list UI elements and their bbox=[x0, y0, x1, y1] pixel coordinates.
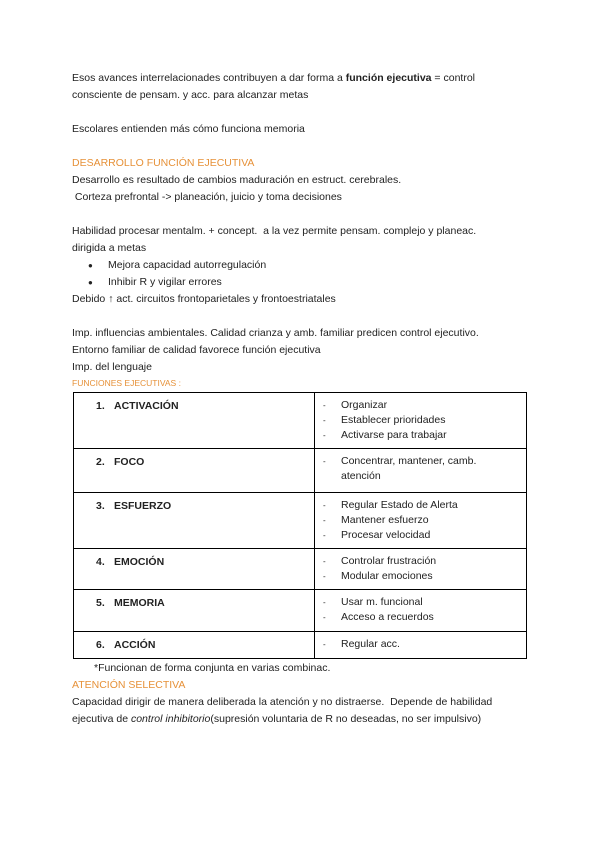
list-item: - Usar m. funcional bbox=[323, 595, 518, 610]
section-heading-desarrollo: DESARROLLO FUNCIÓN EJECUTIVA bbox=[72, 157, 255, 169]
document-page bbox=[72, 70, 532, 728]
list-item: - Establecer prioridades bbox=[323, 413, 518, 428]
intro-line-3: Escolares entienden más cómo funciona memoria bbox=[72, 123, 305, 135]
desarrollo-line-1: Desarrollo es resultado de cambios maduración en estruct. cerebrales. bbox=[72, 174, 402, 186]
function-name-cell: 4. EMOCIÓN bbox=[74, 549, 315, 590]
bold-term: función ejecutiva bbox=[345, 72, 432, 84]
section-heading-funciones: FUNCIONES EJECUTIVAS : bbox=[72, 378, 181, 388]
bullet-list bbox=[72, 257, 532, 291]
function-name-cell: 6. ACCIÓN bbox=[74, 632, 315, 659]
table-note: *Funcionan de forma conjunta en varias combinac. bbox=[94, 662, 331, 674]
list-item: - Procesar velocidad bbox=[323, 528, 518, 543]
table-row bbox=[74, 449, 527, 493]
table-row bbox=[74, 549, 527, 590]
function-items-cell bbox=[315, 393, 527, 449]
list-item: - Activarse para trabajar bbox=[323, 428, 518, 443]
desarrollo-line-5: Debido ↑ act. circuitos frontoparietales y frontoestriatales bbox=[72, 293, 336, 305]
list-item: ● Mejora capacidad autorregulación bbox=[88, 257, 532, 274]
list-item: ● Inhibir R y vigilar errores bbox=[88, 274, 532, 291]
intro-line-2: consciente de pensam. y acc. para alcanzar metas bbox=[72, 89, 309, 101]
desarrollo-line-2: Corteza prefrontal -> planeación, juicio y toma decisiones bbox=[72, 191, 342, 203]
desarrollo-line-3: Habilidad procesar mentalm. + concept. a la vez permite pensam. complejo y planeac. bbox=[72, 225, 477, 237]
funciones-table bbox=[73, 392, 527, 659]
table-row bbox=[74, 590, 527, 632]
list-item: - Controlar frustración bbox=[323, 554, 518, 569]
list-item: - Modular emociones bbox=[323, 569, 518, 584]
list-item: - Acceso a recuerdos bbox=[323, 610, 518, 625]
table-row bbox=[74, 393, 527, 449]
list-item: - Concentrar, mantener, camb. atención bbox=[323, 454, 518, 484]
table-row bbox=[74, 632, 527, 659]
function-name-cell: 3. ESFUERZO bbox=[74, 493, 315, 549]
atencion-line-1: Capacidad dirigir de manera deliberada la atención y no distraerse. Depende de habilidad bbox=[72, 696, 493, 708]
function-items-cell bbox=[315, 493, 527, 549]
desarrollo-line-7: Entorno familiar de calidad favorece función ejecutiva bbox=[72, 344, 321, 356]
intro-paragraph: Esos avances interrelacionades contribuyen a dar forma a función ejecutiva = control bbox=[72, 72, 475, 84]
function-items-cell bbox=[315, 549, 527, 590]
function-name-cell: 1. ACTIVACIÓN bbox=[74, 393, 315, 449]
atencion-line-2: ejecutiva de control inhibitorio(supresión voluntaria de R no deseadas, no ser impulsivo) bbox=[72, 713, 482, 725]
list-item: - Mantener esfuerzo bbox=[323, 513, 518, 528]
italic-term: control inhibitorio bbox=[130, 713, 211, 725]
list-item: - Regular acc. bbox=[323, 637, 518, 652]
function-items-cell bbox=[315, 449, 527, 493]
table-row bbox=[74, 493, 527, 549]
desarrollo-line-4: dirigida a metas bbox=[72, 242, 147, 254]
desarrollo-line-6: Imp. influencias ambientales. Calidad crianza y amb. familiar predicen control ejecutivo. bbox=[72, 327, 479, 339]
section-heading-atencion: ATENCIÓN SELECTIVA bbox=[72, 679, 186, 691]
list-item: - Organizar bbox=[323, 398, 518, 413]
desarrollo-line-8: Imp. del lenguaje bbox=[72, 361, 152, 373]
function-items-cell bbox=[315, 590, 527, 632]
list-item: - Regular Estado de Alerta bbox=[323, 498, 518, 513]
function-name-cell: 2. FOCO bbox=[74, 449, 315, 493]
function-items-cell bbox=[315, 632, 527, 659]
function-name-cell: 5. MEMORIA bbox=[74, 590, 315, 632]
